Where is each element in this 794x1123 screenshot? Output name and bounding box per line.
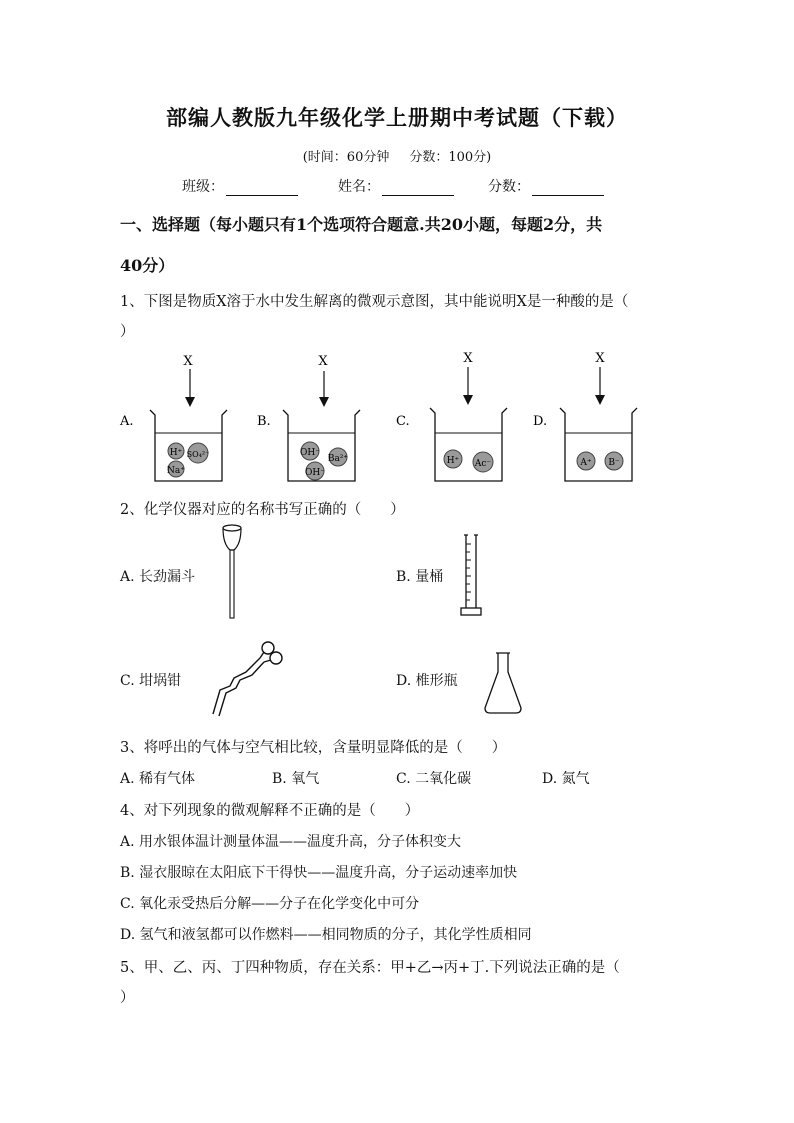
question-4-option-c[interactable]: C. 氧化汞受热后分解——分子在化学变化中可分 xyxy=(120,896,420,912)
ion-label: Ba²⁺ xyxy=(327,454,349,464)
crucible-tongs-icon xyxy=(208,638,284,718)
ion-label: H⁺ xyxy=(446,456,460,466)
question-1-stem: 1、下图是物质X溶于水中发生解离的微观示意图，其中能说明X是一种酸的是（ xyxy=(120,294,629,310)
ion-label: SO₄²⁻ xyxy=(186,450,210,459)
x-label: X xyxy=(183,354,193,369)
question-4-option-d[interactable]: D. 氢气和液氢都可以作燃料——相同物质的分子，其化学性质相同 xyxy=(120,927,532,943)
ion-label: Na⁺ xyxy=(167,466,185,476)
x-label: X xyxy=(463,351,473,366)
ion-label: A⁺ xyxy=(580,458,592,468)
name-blank[interactable] xyxy=(382,181,454,196)
question-3-option-b[interactable]: B. 氧气 xyxy=(272,771,320,787)
beaker-d xyxy=(560,351,637,481)
question-2-option-c[interactable]: C. 坩埚钳 xyxy=(120,673,182,689)
question-1-stem-cont: ） xyxy=(120,324,135,340)
question-1-beakers xyxy=(110,345,670,490)
question-5-stem: 5、甲、乙、丙、丁四种物质，存在关系：甲+乙→丙+丁.下列说法正确的是（ xyxy=(120,960,620,976)
section-heading: 一、选择题（每小题只有1个选项符合题意.共20小题，每题2分，共 xyxy=(120,215,603,234)
question-4-option-b[interactable]: B. 湿衣服晾在太阳底下干得快——温度升高，分子运动速率加快 xyxy=(120,865,518,881)
x-label: X xyxy=(595,351,605,366)
class-blank[interactable] xyxy=(226,181,298,196)
beaker-b xyxy=(283,354,360,481)
page-title: 部编人教版九年级化学上册期中考试题（下载） xyxy=(166,105,628,130)
class-field: 班级： xyxy=(182,176,298,196)
question-3-option-d[interactable]: D. 氮气 xyxy=(542,771,590,787)
question-4-option-a[interactable]: A. 用水银体温计测量体温——温度升高，分子体积变大 xyxy=(120,834,462,850)
ion-label: Ac⁻ xyxy=(474,459,492,469)
option-c-label: C. xyxy=(396,414,410,429)
question-3-option-a[interactable]: A. 稀有气体 xyxy=(120,771,196,787)
beaker-c xyxy=(430,351,507,481)
option-b-label: B. xyxy=(257,414,271,429)
option-d-label: D. xyxy=(533,414,548,429)
graduated-cylinder-icon xyxy=(458,532,486,620)
question-3-option-c[interactable]: C. 二氧化碳 xyxy=(396,771,472,787)
name-field: 姓名： xyxy=(338,176,454,196)
ion-label: OH⁻ xyxy=(305,468,325,478)
question-2-option-d[interactable]: D. 椎形瓶 xyxy=(396,673,458,689)
x-label: X xyxy=(318,354,328,369)
ion-label: B⁻ xyxy=(608,458,620,468)
long-neck-funnel-icon xyxy=(218,522,248,622)
exam-meta xyxy=(0,146,794,165)
question-4-stem: 4、对下列现象的微观解释不正确的是（ ） xyxy=(120,803,420,819)
beaker-a xyxy=(150,354,227,481)
section-heading-cont: 40分） xyxy=(120,256,175,275)
score-blank[interactable] xyxy=(532,181,604,196)
question-2-stem: 2、化学仪器对应的名称书写正确的（ ） xyxy=(120,502,405,518)
conical-flask-icon xyxy=(482,650,524,716)
question-5-stem-cont: ） xyxy=(120,990,135,1006)
question-2-option-a[interactable]: A. 长劲漏斗 xyxy=(120,569,196,585)
score-field: 分数： xyxy=(488,176,604,196)
option-a-label: A. xyxy=(120,414,134,429)
question-3-stem: 3、将呼出的气体与空气相比较，含量明显降低的是（ ） xyxy=(120,740,507,756)
time-limit: (时间：60分钟 xyxy=(302,150,390,165)
ion-label: H⁺ xyxy=(169,448,183,458)
ion-label: OH⁻ xyxy=(300,448,320,458)
question-2-option-b[interactable]: B. 量桶 xyxy=(396,569,444,585)
total-score: 分数：100分) xyxy=(409,150,492,165)
